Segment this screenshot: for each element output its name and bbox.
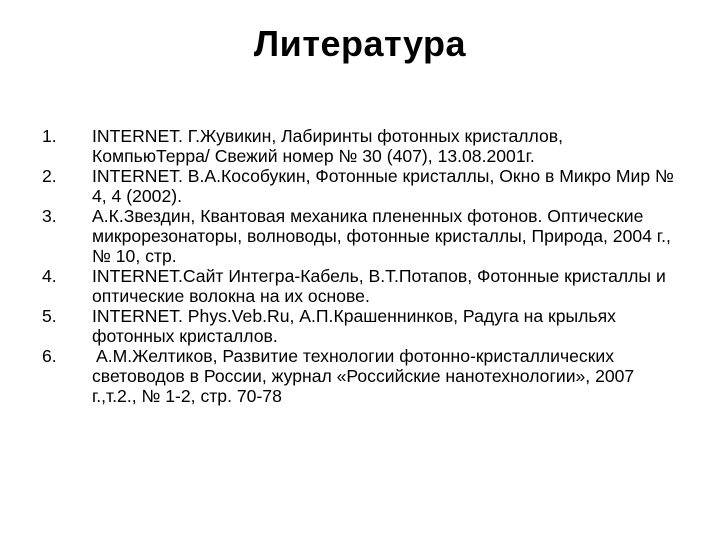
reference-text: INTERNET. Г.Жувикин, Лабиринты фотонных кристаллов, КомпьюТерра/ Свежий номер № 30 (407), 13.08.2001г. (92, 126, 564, 166)
reference-item (42, 166, 682, 206)
reference-number: 1. (42, 126, 57, 146)
slide-title: Литература (253, 23, 467, 64)
reference-number: 2. (42, 166, 57, 186)
reference-item (42, 126, 682, 166)
reference-number: 4. (42, 266, 57, 286)
reference-number: 6. (42, 346, 57, 366)
reference-list (42, 126, 682, 406)
reference-item (42, 306, 682, 346)
reference-text: А.М.Желтиков, Развитие технологии фотонно-кристаллических световодов в России, журнал «Российские нанотехнологии», 2007 г.,т.2., № 1-2, стр. 70-78 (92, 346, 635, 406)
reference-item (42, 266, 682, 306)
reference-item (42, 346, 682, 406)
reference-item (42, 206, 682, 266)
reference-text: А.К.Звездин, Квантовая механика плененных фотонов. Оптические микрорезонаторы, волноводы, фотонные кристаллы, Природа, 2004 г., № 10, стр. (92, 206, 671, 266)
reference-number: 3. (42, 206, 57, 226)
reference-text: INTERNET. Phys.Veb.Ru, А.П.Крашеннинков, Радуга на крыльях фотонных кристаллов. (92, 306, 616, 346)
reference-number: 5. (42, 306, 57, 326)
reference-text: INTERNET.Сайт Интегра-Кабель, В.Т.Потапов, Фотонные кристаллы и оптические волокна на их основе. (92, 266, 666, 306)
reference-text: INTERNET. В.А.Кособукин, Фотонные кристаллы, Окно в Микро Мир № 4, 4 (2002). (92, 166, 674, 206)
